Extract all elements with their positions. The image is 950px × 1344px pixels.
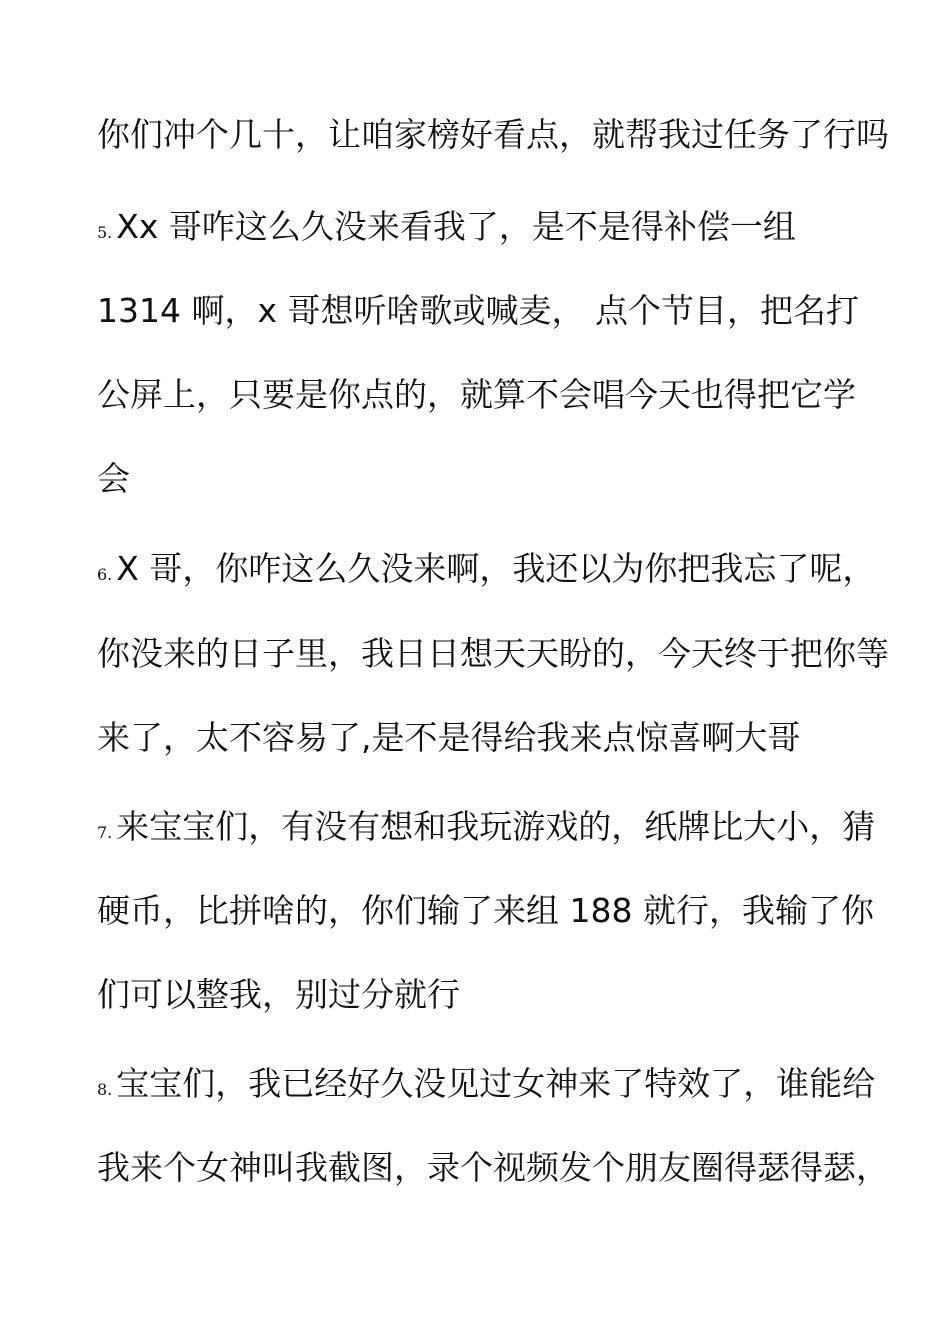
text-line: 来宝宝们，有没有想和我玩游戏的，纸牌比大小，猜 (116, 807, 876, 846)
text-line: 你们冲个几十，让咱家榜好看点，就帮我过任务了行吗 (97, 115, 889, 154)
text-line: Xx 哥咋这么久没来看我了，是不是得补偿一组 (116, 207, 796, 246)
list-item-5 (97, 207, 796, 253)
text-line: 你没来的日子里，我日日想天天盼的，今天终于把你等 (97, 634, 889, 673)
text-line: 来了，太不容易了,是不是得给我来点惊喜啊大哥 (97, 718, 801, 757)
item-number: 8. (97, 1080, 113, 1099)
item-number: 6. (97, 565, 113, 584)
item-number: 5. (97, 223, 113, 242)
list-item-8 (97, 1064, 875, 1110)
text-line: X 哥，你咋这么久没来啊，我还以为你把我忘了呢， (116, 549, 876, 588)
list-item-6 (97, 549, 875, 595)
item-number: 7. (97, 823, 113, 842)
text-line: 硬币，比拼啥的，你们输了来组 188 就行，我输了你 (97, 891, 874, 930)
text-line: 宝宝们，我已经好久没见过女神来了特效了，谁能给 (116, 1064, 876, 1103)
text-line: 1314 啊，x 哥想听啥歌或喊麦， 点个节目，把名打 (97, 291, 859, 330)
list-item-7 (97, 807, 875, 853)
text-line: 公屏上，只要是你点的，就算不会唱今天也得把它学 (97, 375, 856, 414)
text-line: 们可以整我，别过分就行 (97, 975, 460, 1014)
text-line: 我来个女神叫我截图，录个视频发个朋友圈得瑟得瑟， (97, 1148, 889, 1187)
text-line: 会 (97, 459, 130, 498)
